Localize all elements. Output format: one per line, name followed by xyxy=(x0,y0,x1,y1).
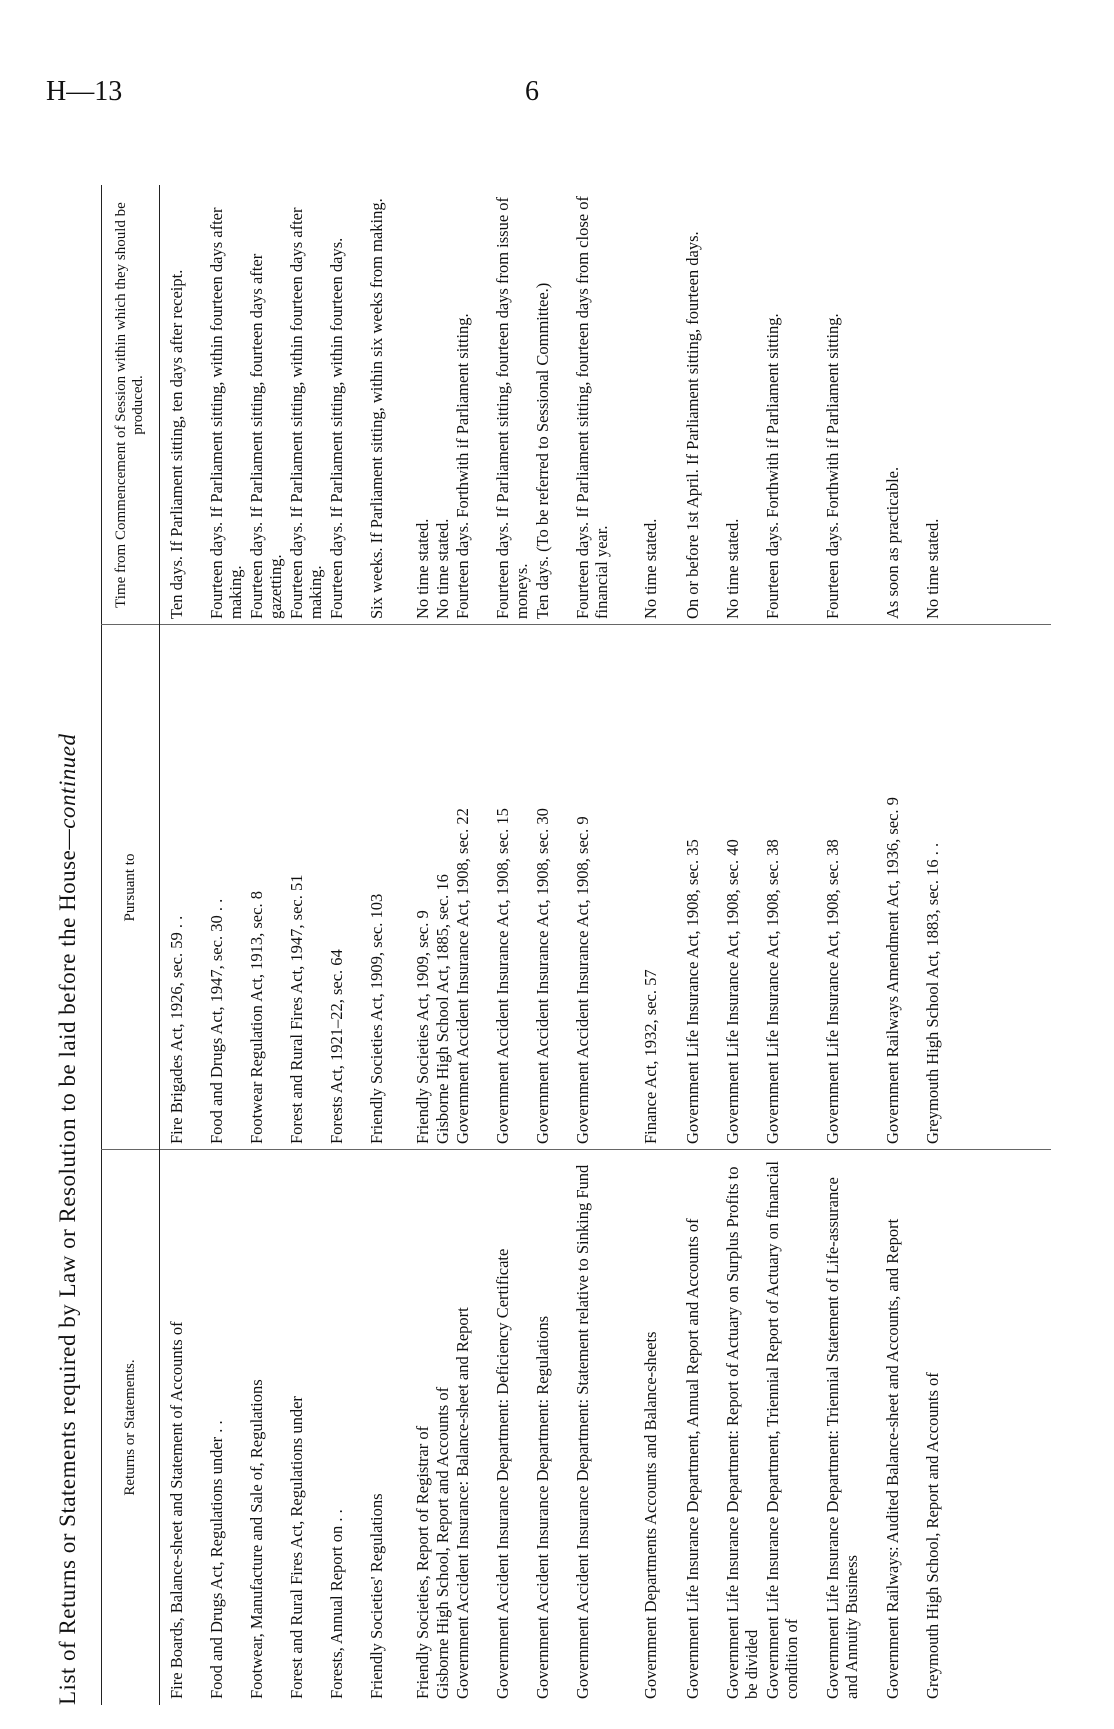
table-title xyxy=(55,185,95,1705)
returns-cell: Friendly Societies, Report of Registrar of xyxy=(413,1425,432,1699)
returns-cell: Government Life Insurance Department: Triennial Statement of Life-assurance and Annuity Business xyxy=(823,1177,861,1699)
pursuant-cell: Food and Drugs Act, 1947, sec. 30 . . xyxy=(207,898,226,1144)
table-row xyxy=(683,185,723,1705)
column-header-returns: Returns or Statements. xyxy=(121,1359,138,1496)
table-row xyxy=(247,185,287,1705)
returns-cell: Government Accident Insurance Department: Statement relative to Sinking Fund xyxy=(573,1164,592,1699)
pursuant-cell: Government Railways Amendment Act, 1936, sec. 9 xyxy=(883,797,902,1144)
table-row xyxy=(413,185,433,1705)
returns-cell: Government Railways: Audited Balance-sheet and Accounts, and Report xyxy=(883,1218,902,1699)
pursuant-cell: Government Life Insurance Act, 1908, sec. 38 xyxy=(823,839,842,1144)
pursuant-cell: Gisborne High School Act, 1885, sec. 16 xyxy=(433,874,452,1144)
pursuant-cell: Fire Brigades Act, 1926, sec. 59 . . xyxy=(167,915,186,1144)
returns-cell: Government Accident Insurance: Balance-sheet and Report xyxy=(453,1307,472,1699)
time-cell: No time stated. xyxy=(923,518,942,619)
time-cell: Fourteen days. If Parliament sitting, within fourteen days. xyxy=(327,237,346,619)
pursuant-cell: Friendly Societies Act, 1909, sec. 103 xyxy=(367,893,386,1144)
column-header-time: Time from Commencement of Session within which they should be produced. xyxy=(113,202,146,608)
returns-cell: Government Life Insurance Department, Triennial Report of Actuary on financial condition of xyxy=(763,1161,801,1699)
returns-cell: Government Departments Accounts and Balance-sheets xyxy=(641,1331,660,1699)
returns-cell: Greymouth High School, Report and Accounts of xyxy=(923,1372,942,1699)
returns-cell: Gisborne High School, Report and Accounts of xyxy=(433,1386,452,1699)
table-row xyxy=(493,185,533,1705)
table-row xyxy=(923,185,943,1705)
pursuant-cell: Footwear Regulation Act, 1913, sec. 8 xyxy=(247,891,266,1144)
table-row xyxy=(167,185,207,1705)
table-body xyxy=(167,185,943,1705)
returns-cell: Friendly Societies' Regulations xyxy=(367,1493,386,1699)
time-cell: No time stated. xyxy=(723,518,742,619)
page-number: 6 xyxy=(525,76,539,107)
time-cell: Ten days. If Parliament sitting, ten days after receipt. xyxy=(167,269,186,619)
time-cell: Fourteen days. If Parliament sitting, within fourteen days after making. xyxy=(207,207,245,619)
pursuant-cell: Government Life Insurance Act, 1908, sec. 35 xyxy=(683,839,702,1144)
table-title-main: List of Returns or Statements required by Law or Resolution to be laid before the House xyxy=(55,849,80,1705)
time-cell: No time stated. xyxy=(433,518,452,619)
table-row xyxy=(823,185,883,1705)
pursuant-cell: Friendly Societies Act, 1909, sec. 9 xyxy=(413,910,432,1144)
header-rule xyxy=(159,185,160,1705)
returns-cell: Forest and Rural Fires Act, Regulations under xyxy=(287,1396,306,1699)
time-cell: As soon as practicable. xyxy=(883,466,902,619)
table-row xyxy=(763,185,823,1705)
table-row xyxy=(533,185,573,1705)
table-row xyxy=(641,185,683,1705)
rotated-table-page xyxy=(55,185,1055,1705)
table-row xyxy=(367,185,413,1705)
column-header-pursuant: Pursuant to xyxy=(121,853,138,922)
time-cell: Fourteen days. Forthwith if Parliament sitting. xyxy=(453,313,472,619)
time-cell: Six weeks. If Parliament sitting, within six weeks from making. xyxy=(367,198,386,619)
time-cell: On or before 1st April. If Parliament sitting, fourteen days. xyxy=(683,231,702,619)
pursuant-cell: Government Life Insurance Act, 1908, sec. 40 xyxy=(723,839,742,1144)
pursuant-cell: Greymouth High School Act, 1883, sec. 16 . . xyxy=(923,842,942,1144)
pursuant-cell: Forests Act, 1921–22, sec. 64 xyxy=(327,949,346,1144)
table-row xyxy=(327,185,367,1705)
pursuant-cell: Government Accident Insurance Act, 1908, sec. 15 xyxy=(493,808,512,1144)
returns-cell: Food and Drugs Act, Regulations under . . xyxy=(207,1420,226,1699)
returns-cell: Government Accident Insurance Department: Regulations xyxy=(533,1315,552,1699)
returns-cell: Government Life Insurance Department: Report of Actuary on Surplus Profits to be divided xyxy=(723,1166,761,1699)
table-title-continued: —continued xyxy=(55,733,80,850)
returns-cell: Government Life Insurance Department, Annual Report and Accounts of xyxy=(683,1218,702,1699)
table-row xyxy=(287,185,327,1705)
pursuant-cell: Government Accident Insurance Act, 1908, sec. 22 xyxy=(453,808,472,1144)
table-row xyxy=(573,185,641,1705)
returns-cell: Forests, Annual Report on . . xyxy=(327,1509,346,1699)
time-cell: Fourteen days. If Parliament sitting, fourteen days after gazetting. xyxy=(247,253,285,619)
time-cell: Fourteen days. If Parliament sitting, fourteen days from issue of moneys. xyxy=(493,196,531,619)
time-cell: Fourteen days. If Parliament sitting, fourteen days from close of financial year. xyxy=(573,196,611,619)
table-row xyxy=(883,185,923,1705)
pursuant-cell: Government Accident Insurance Act, 1908, sec. 30 xyxy=(533,808,552,1144)
returns-cell: Fire Boards, Balance-sheet and Statement of Accounts of xyxy=(167,1321,186,1699)
time-cell: Fourteen days. If Parliament sitting, within fourteen days after making. xyxy=(287,207,325,619)
table-row xyxy=(453,185,493,1705)
returns-cell: Government Accident Insurance Department: Deficiency Certificate xyxy=(493,1248,512,1699)
table-row xyxy=(723,185,763,1705)
pursuant-cell: Forest and Rural Fires Act, 1947, sec. 51 xyxy=(287,874,306,1144)
returns-cell: Footwear, Manufacture and Sale of, Regulations xyxy=(247,1379,266,1699)
pursuant-cell: Finance Act, 1932, sec. 57 xyxy=(641,969,660,1144)
time-cell: Ten days. (To be referred to Sessional Committee.) xyxy=(533,282,552,619)
time-cell: Fourteen days. Forthwith if Parliament sitting. xyxy=(823,313,842,619)
top-rule xyxy=(101,185,102,1705)
time-cell: No time stated. xyxy=(413,518,432,619)
pursuant-cell: Government Life Insurance Act, 1908, sec. 38 xyxy=(763,839,782,1144)
table-row xyxy=(433,185,453,1705)
table-row xyxy=(207,185,247,1705)
time-cell: No time stated. xyxy=(641,518,660,619)
time-cell: Fourteen days. Forthwith if Parliament sitting. xyxy=(763,313,782,619)
pursuant-cell: Government Accident Insurance Act, 1908, sec. 9 xyxy=(573,816,592,1144)
page-section-label: H—13 xyxy=(46,76,123,107)
